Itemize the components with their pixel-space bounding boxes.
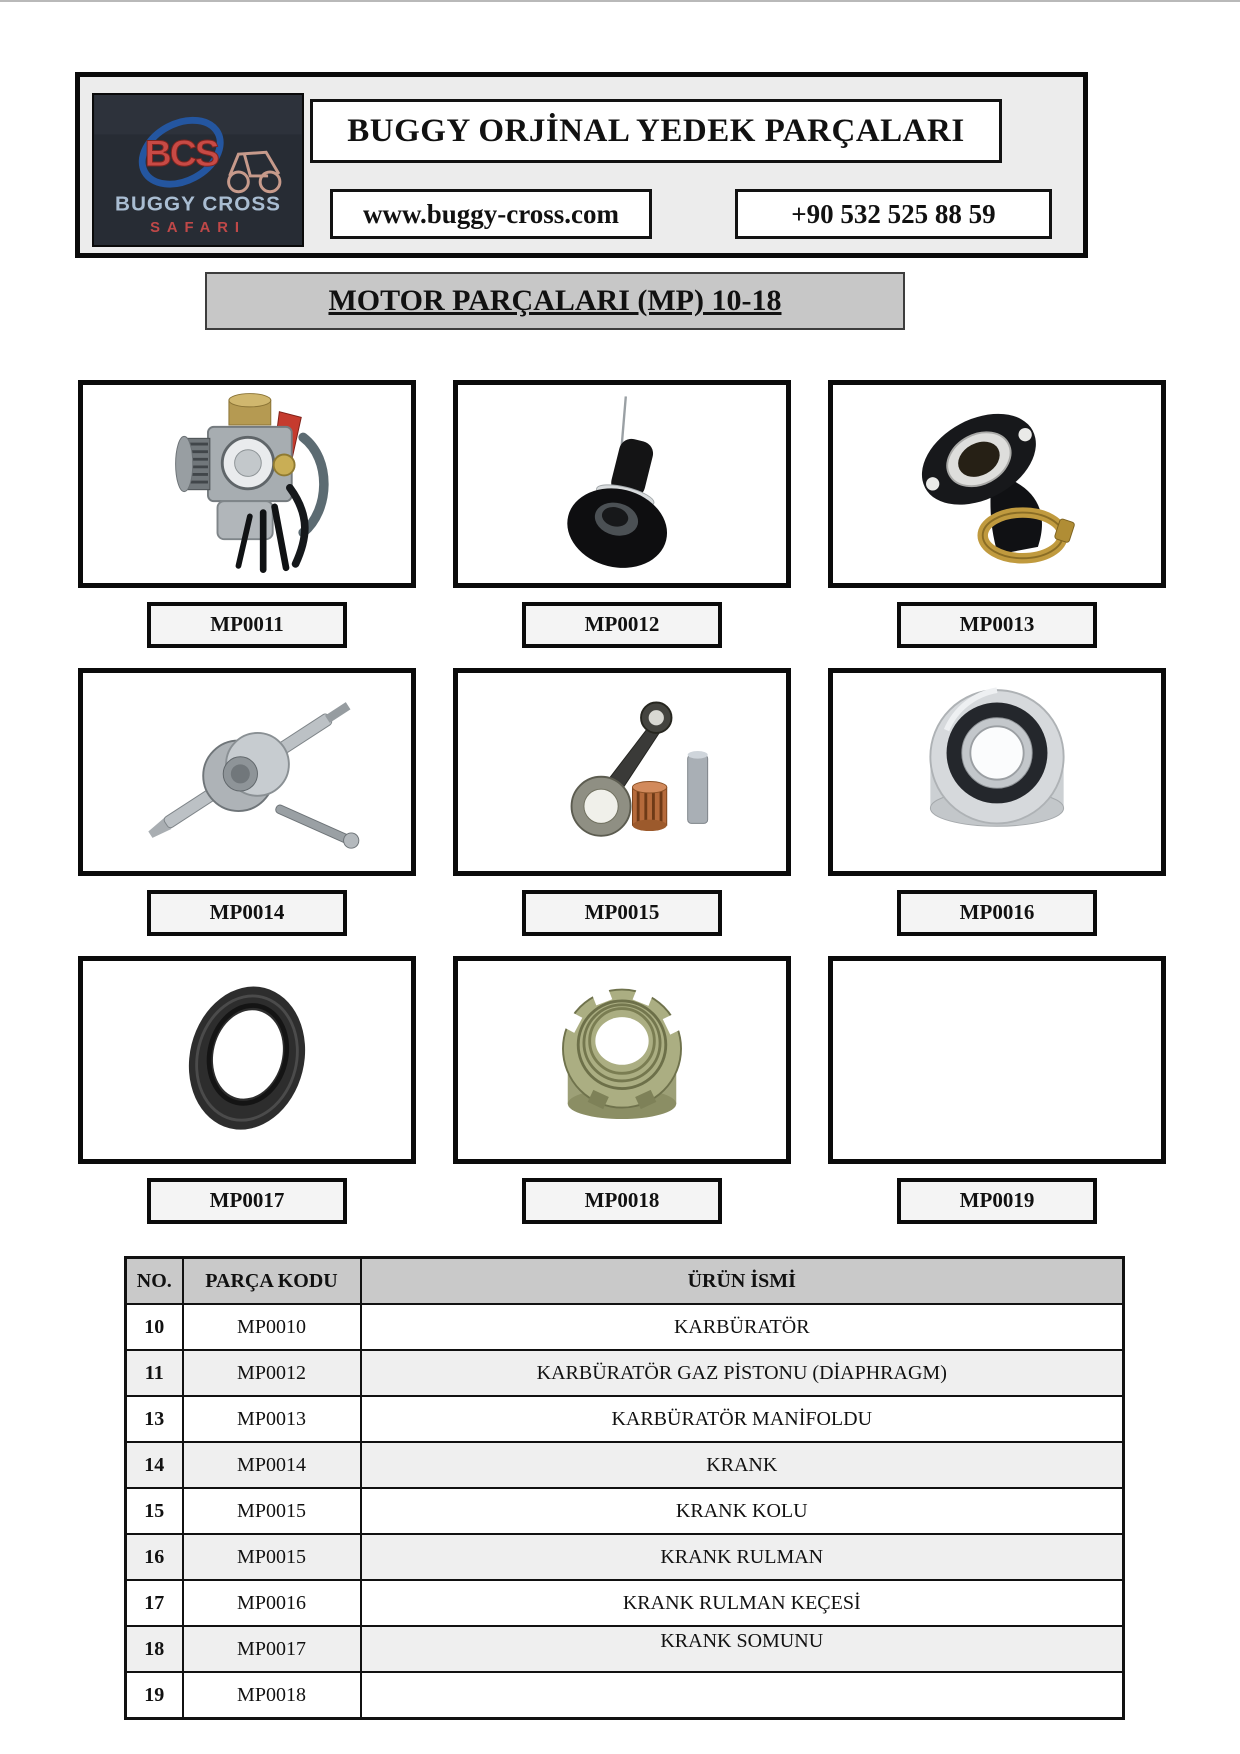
cell-no: 13: [126, 1396, 183, 1442]
product-code-label: MP0019: [897, 1178, 1097, 1224]
product-image-mp0014: [78, 668, 416, 876]
cell-name: KRANK SOMUNU: [361, 1626, 1124, 1672]
product-cell: [828, 956, 1166, 1224]
product-image-mp0017: [78, 956, 416, 1164]
product-cell: [453, 956, 791, 1224]
product-row-1: [78, 380, 1166, 648]
cell-code: MP0014: [183, 1442, 361, 1488]
cell-code: MP0012: [183, 1350, 361, 1396]
product-code-label: MP0014: [147, 890, 347, 936]
header: [75, 72, 1088, 258]
connecting-rod-kit-photo: [458, 673, 786, 871]
product-cell: [78, 956, 416, 1224]
table-row: [126, 1534, 1124, 1580]
crank-nut-photo: [458, 961, 786, 1159]
product-cell: [78, 380, 416, 648]
cell-name: KRANK RULMAN: [361, 1534, 1124, 1580]
section-title-text: MOTOR PARÇALARI (MP) 10-18: [328, 284, 782, 317]
cell-no: 14: [126, 1442, 183, 1488]
cell-code: MP0017: [183, 1626, 361, 1672]
cell-code: MP0015: [183, 1534, 361, 1580]
table-row: [126, 1626, 1124, 1672]
logo-line1: BUGGY CROSS: [115, 192, 281, 216]
section-title-bar: [205, 272, 905, 330]
product-image-mp0019-empty: [828, 956, 1166, 1164]
table-row: [126, 1672, 1124, 1719]
product-cell: [828, 668, 1166, 936]
crankshaft-photo: [83, 673, 411, 871]
product-cell: [78, 668, 416, 936]
cell-no: 17: [126, 1580, 183, 1626]
product-image-mp0013: [828, 380, 1166, 588]
cell-name: KARBÜRATÖR MANİFOLDU: [361, 1396, 1124, 1442]
buggy-cross-safari-logo-image: [94, 95, 302, 245]
product-image-mp0012: [453, 380, 791, 588]
table-row: [126, 1442, 1124, 1488]
col-header-code: PARÇA KODU: [183, 1258, 361, 1305]
product-cell: [453, 380, 791, 648]
phone-box: [735, 189, 1052, 239]
product-code-label: MP0016: [897, 890, 1097, 936]
table-row: [126, 1580, 1124, 1626]
oil-seal-photo: [83, 961, 411, 1159]
product-code-label: MP0018: [522, 1178, 722, 1224]
product-row-2: [78, 668, 1166, 936]
cell-name: KRANK RULMAN KEÇESİ: [361, 1580, 1124, 1626]
product-code-label: MP0012: [522, 602, 722, 648]
phone-number: +90 532 525 88 59: [791, 198, 996, 229]
carburetor-photo: [83, 385, 411, 583]
product-code-label: MP0015: [522, 890, 722, 936]
cell-name: KARBÜRATÖR: [361, 1304, 1124, 1350]
product-cell: [453, 668, 791, 936]
logo-abbr: BCS: [144, 132, 218, 175]
product-image-mp0015: [453, 668, 791, 876]
table-row: [126, 1488, 1124, 1534]
cell-name: [361, 1672, 1124, 1719]
intake-manifold-photo: [833, 385, 1161, 583]
company-logo: [92, 93, 304, 247]
cell-no: 15: [126, 1488, 183, 1534]
cell-code: MP0010: [183, 1304, 361, 1350]
cell-no: 10: [126, 1304, 183, 1350]
cell-code: MP0015: [183, 1488, 361, 1534]
product-code-label: MP0013: [897, 602, 1097, 648]
cell-code: MP0013: [183, 1396, 361, 1442]
cell-name: KARBÜRATÖR GAZ PİSTONU (DİAPHRAGM): [361, 1350, 1124, 1396]
ball-bearing-photo: [833, 673, 1161, 871]
cell-code: MP0016: [183, 1580, 361, 1626]
product-image-mp0011: [78, 380, 416, 588]
diaphragm-piston-photo: [458, 385, 786, 583]
product-row-3: [78, 956, 1166, 1224]
product-cell: [828, 380, 1166, 648]
cell-no: 11: [126, 1350, 183, 1396]
scan-edge-line: [0, 0, 1240, 2]
website-text: www.buggy-cross.com: [363, 198, 619, 229]
cell-code: MP0018: [183, 1672, 361, 1719]
cell-no: 16: [126, 1534, 183, 1580]
table-row: [126, 1396, 1124, 1442]
table-row: [126, 1304, 1124, 1350]
product-code-label: MP0017: [147, 1178, 347, 1224]
product-image-mp0016: [828, 668, 1166, 876]
cell-no: 19: [126, 1672, 183, 1719]
product-code-label: MP0011: [147, 602, 347, 648]
page-title: BUGGY ORJİNAL YEDEK PARÇALARI: [347, 112, 965, 149]
col-header-no: NO.: [126, 1258, 183, 1305]
col-header-name: ÜRÜN İSMİ: [361, 1258, 1124, 1305]
parts-table: [124, 1256, 1125, 1720]
product-image-mp0018: [453, 956, 791, 1164]
cell-name: KRANK: [361, 1442, 1124, 1488]
table-row: [126, 1350, 1124, 1396]
page-title-box: [310, 99, 1002, 163]
logo-line2: SAFARI: [150, 220, 246, 237]
cell-no: 18: [126, 1626, 183, 1672]
cell-name: KRANK KOLU: [361, 1488, 1124, 1534]
table-header-row: [126, 1258, 1124, 1305]
website-box: [330, 189, 652, 239]
